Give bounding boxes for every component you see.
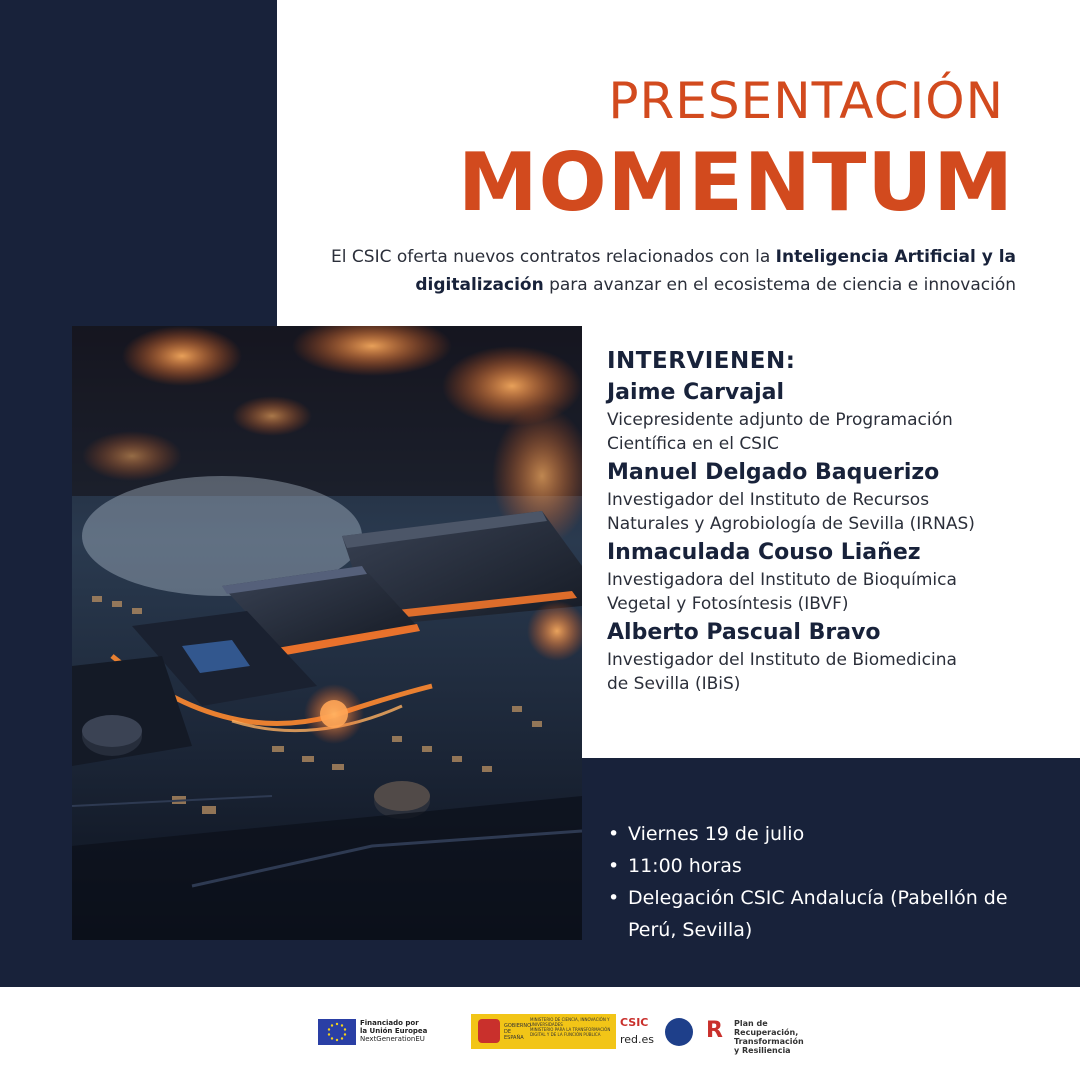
- title-momentum: MOMENTUM: [458, 136, 1014, 229]
- eu-line1: Financiado por: [360, 1019, 419, 1027]
- eu-line2: la Unión Europea: [360, 1027, 428, 1035]
- event-place-line2: Perú, Sevilla): [628, 919, 753, 941]
- prtr-line3: y Resiliencia: [734, 1046, 791, 1055]
- csic-logo: CSIC: [620, 1016, 649, 1029]
- circuit-board-photo: [72, 326, 582, 940]
- gov-ministry2: MINISTERIO PARA LA TRANSFORMACIÓN DIGITAL Y DE LA FUNCIÓN PÚBLICA: [530, 1027, 611, 1037]
- speaker-role: Investigador del Instituto de Biomedicina: [607, 650, 957, 670]
- eu-line3: NextGenerationEU: [360, 1035, 425, 1043]
- subtitle-part1: El CSIC oferta nuevos contratos relacionados con la: [331, 247, 776, 267]
- prtr-logo-icon: R: [706, 1018, 723, 1043]
- csic-seal-icon: [665, 1018, 693, 1046]
- speaker-name: Manuel Delgado Baquerizo: [607, 460, 940, 485]
- speaker-name: Inmaculada Couso Liañez: [607, 540, 921, 565]
- spain-crest-icon: [478, 1019, 500, 1043]
- speakers-section: [607, 346, 1067, 696]
- eu-flag-icon: [318, 1019, 356, 1045]
- speaker-role: Investigador del Instituto de Recursos: [607, 490, 930, 510]
- event-place-line1: Delegación CSIC Andalucía (Pabellón de: [628, 887, 1008, 909]
- speakers-heading: INTERVIENEN:: [607, 348, 796, 374]
- prtr-text: [734, 1019, 834, 1055]
- speaker-role: Vicepresidente adjunto de Programación: [607, 410, 953, 430]
- event-date: • Viernes 19 de julio: [608, 818, 1058, 850]
- prtr-line2: Transformación: [734, 1037, 804, 1046]
- speaker-name: Jaime Carvajal: [607, 380, 785, 405]
- gov-label: GOBIERNO DE ESPAÑA: [504, 1023, 532, 1041]
- event-time: • 11:00 horas: [608, 850, 1058, 882]
- eu-funding-text: [360, 1019, 427, 1043]
- speaker-name: Alberto Pascual Bravo: [607, 620, 881, 645]
- speaker-role: Investigadora del Instituto de Bioquímica: [607, 570, 957, 590]
- subtitle-bold: Inteligencia Artificial y la digitalización: [415, 247, 1016, 295]
- speaker-role: Científica en el CSIC: [607, 434, 779, 454]
- gov-ministry1: MINISTERIO DE CIENCIA, INNOVACIÓN Y UNIVERSIDADES: [530, 1017, 610, 1027]
- gov-ministries: [530, 1017, 614, 1037]
- prtr-line1: Plan de Recuperación,: [734, 1019, 799, 1037]
- subtitle: [300, 243, 1016, 299]
- title-presentacion: PRESENTACIÓN: [608, 72, 1004, 130]
- speaker-role: Naturales y Agrobiología de Sevilla (IRNAS): [607, 514, 975, 534]
- event-details: [608, 818, 1058, 946]
- subtitle-part2: para avanzar en el ecosistema de ciencia e innovación: [543, 275, 1016, 295]
- speaker-role: de Sevilla (IBiS): [607, 674, 741, 694]
- redes-logo: red.es: [620, 1033, 655, 1046]
- speaker-role: Vegetal y Fotosíntesis (IBVF): [607, 594, 849, 614]
- event-place: [608, 882, 1058, 946]
- sponsor-logos: [0, 1013, 1080, 1053]
